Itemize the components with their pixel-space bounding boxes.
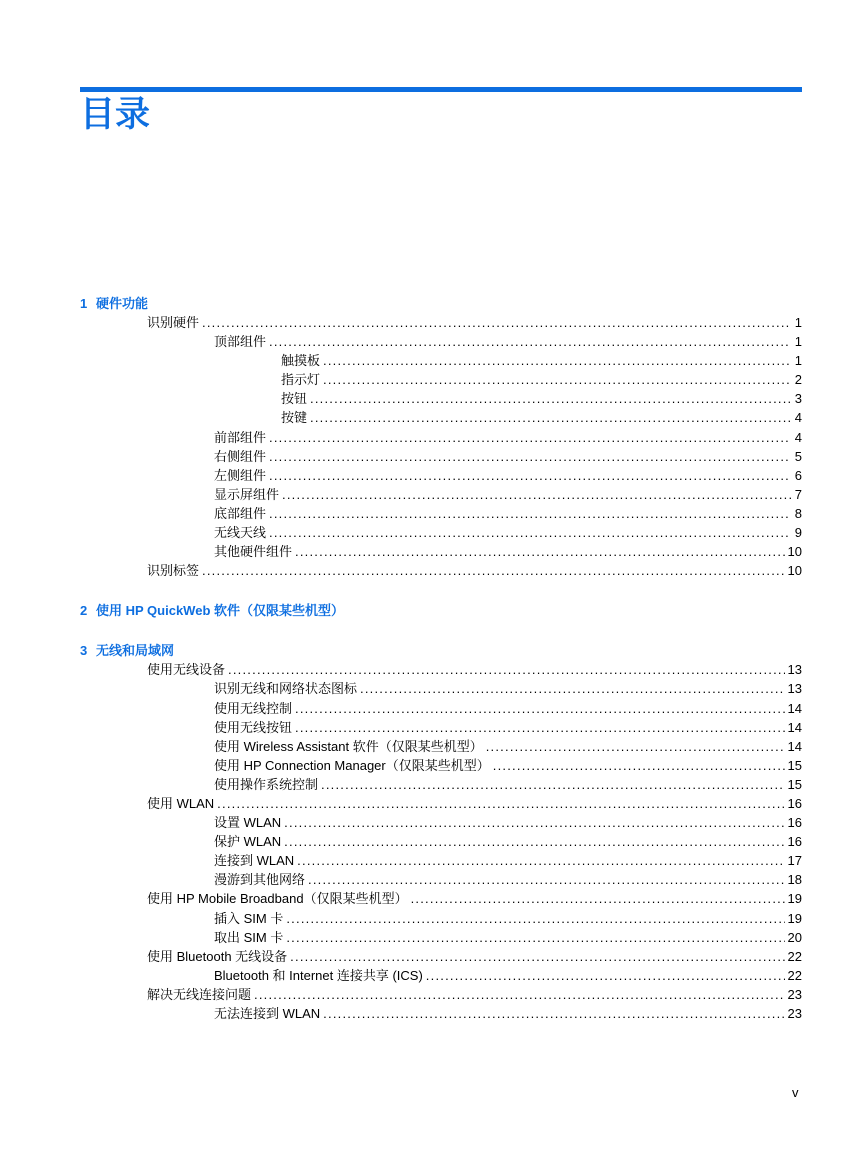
dot-leader [493, 756, 785, 775]
toc-entry[interactable] [80, 1004, 802, 1023]
toc-entry-label: 右侧组件 [214, 448, 267, 464]
chapter-number: 1 [80, 296, 88, 311]
toc-entry-label: 解决无线连接问题 [147, 986, 252, 1002]
toc-entry-page: 22 [787, 948, 802, 964]
toc-entry[interactable] [80, 870, 802, 889]
toc-entry-page: 15 [787, 757, 802, 773]
dot-leader [202, 313, 791, 332]
chapter-title: 无线和局域网 [96, 643, 175, 659]
toc-entry-label: 使用无线控制 [214, 700, 293, 716]
chapter-title: 硬件功能 [96, 296, 149, 311]
toc-entry-page: 8 [794, 505, 802, 521]
toc-entry-page: 10 [787, 544, 802, 560]
toc-entry[interactable] [80, 313, 802, 332]
dot-leader [269, 332, 791, 351]
dot-leader [228, 660, 785, 679]
toc-entry-page: 15 [787, 776, 802, 792]
toc-entry[interactable] [80, 737, 802, 756]
toc-entry[interactable] [80, 794, 802, 813]
toc-entry[interactable] [80, 966, 802, 985]
dot-leader [254, 985, 785, 1004]
toc-entry[interactable] [80, 889, 802, 908]
dot-leader [411, 889, 785, 908]
toc-entry-label: 顶部组件 [214, 334, 267, 350]
dot-leader [323, 1004, 784, 1023]
toc-entry-page: 22 [787, 967, 802, 983]
toc-entry-label: 无线天线 [214, 525, 267, 541]
dot-leader [321, 775, 785, 794]
dot-leader [426, 966, 785, 985]
dot-leader [269, 504, 791, 523]
toc-entry-page: 9 [794, 525, 802, 541]
toc-entry-label: 左侧组件 [214, 467, 267, 483]
dot-leader [284, 832, 784, 851]
toc-entry[interactable] [80, 466, 802, 485]
toc-entry[interactable] [80, 813, 802, 832]
toc-entry-label: 无法连接到 WLAN [214, 1006, 321, 1021]
toc-entry-label: 设置 WLAN [214, 815, 282, 831]
toc-entry-page: 7 [794, 486, 802, 502]
toc-entry-label: 识别标签 [147, 563, 200, 579]
toc-entry[interactable] [80, 679, 802, 698]
toc-entry-page: 1 [794, 315, 802, 330]
toc-entry-page: 4 [794, 410, 802, 426]
toc-entry-label: 识别无线和网络状态图标 [214, 681, 358, 697]
chapter-heading[interactable] [80, 601, 802, 620]
toc-entry[interactable] [80, 485, 802, 504]
toc-entry-page: 19 [787, 910, 802, 926]
toc-entry[interactable] [80, 428, 802, 447]
toc-entry[interactable] [80, 756, 802, 775]
toc-entry[interactable] [80, 523, 802, 542]
dot-leader [282, 485, 791, 504]
toc-entry[interactable] [80, 832, 802, 851]
dot-leader [310, 408, 791, 427]
chapter-number: 3 [80, 643, 88, 659]
toc-entry-label: 使用 HP Mobile Broadband（仅限某些机型） [147, 891, 408, 907]
dot-leader [308, 870, 785, 889]
footer-page-number: v [792, 1085, 799, 1100]
toc-entry[interactable] [80, 408, 802, 427]
toc-entry-page: 18 [787, 872, 802, 888]
toc-entry-label: 前部组件 [214, 429, 267, 445]
dot-leader [269, 466, 791, 485]
toc-entry[interactable] [80, 699, 802, 718]
toc-entry-label: 显示屏组件 [214, 486, 280, 502]
toc-entry-label: 指示灯 [281, 372, 321, 388]
toc-entry-label: 使用 Wireless Assistant 软件（仅限某些机型） [214, 738, 483, 754]
header-rule [80, 87, 802, 92]
chapter-heading[interactable] [80, 294, 802, 313]
toc-entry-page: 20 [787, 929, 802, 945]
toc-entry-page: 19 [787, 891, 802, 907]
toc-entry[interactable] [80, 389, 802, 408]
toc-entry[interactable] [80, 370, 802, 389]
toc-entry[interactable] [80, 660, 802, 679]
toc-entry-page: 16 [787, 795, 802, 811]
dot-leader [310, 389, 791, 408]
toc-entry-label: 使用 Bluetooth 无线设备 [147, 948, 288, 964]
toc-entry-page: 3 [794, 391, 802, 407]
dot-leader [295, 542, 785, 561]
toc-entry-page: 23 [787, 1006, 802, 1021]
toc-entry-page: 23 [787, 986, 802, 1002]
toc-entry[interactable] [80, 775, 802, 794]
toc-entry-page: 5 [794, 448, 802, 464]
dot-leader [323, 351, 791, 370]
dot-leader [486, 737, 785, 756]
toc-entry-page: 14 [787, 738, 802, 754]
chapter-number: 2 [80, 603, 88, 619]
dot-leader [360, 679, 785, 698]
dot-leader [286, 909, 784, 928]
toc-entry-page: 1 [794, 334, 802, 350]
toc-entry-page: 10 [787, 563, 802, 579]
toc-entry-label: 使用操作系统控制 [214, 776, 319, 792]
dot-leader [323, 370, 791, 389]
toc-entry[interactable] [80, 909, 802, 928]
page-title: 目录 [80, 95, 151, 134]
chapter-heading[interactable] [80, 641, 802, 660]
dot-leader [286, 928, 784, 947]
toc-entry[interactable] [80, 351, 802, 370]
toc-entry-label: 其他硬件组件 [214, 544, 293, 560]
dot-leader [269, 428, 791, 447]
toc-entry-label: 触摸板 [281, 353, 321, 369]
toc-entry-label: 按钮 [281, 391, 308, 407]
toc-entry[interactable] [80, 947, 802, 966]
toc-entry[interactable] [80, 542, 802, 561]
toc-entry[interactable] [80, 985, 802, 1004]
dot-leader [295, 718, 785, 737]
toc-entry-page: 1 [794, 353, 802, 369]
toc-entry-label: 连接到 WLAN [214, 853, 295, 869]
toc-entry-label: 识别硬件 [147, 315, 200, 330]
toc-entry-label: Bluetooth 和 Internet 连接共享 (ICS) [214, 967, 423, 983]
toc-entry[interactable] [80, 504, 802, 523]
dot-leader [290, 947, 784, 966]
toc-entry-page: 16 [787, 815, 802, 831]
dot-leader [295, 699, 785, 718]
toc-entry-page: 13 [787, 681, 802, 697]
toc-entry-page: 13 [787, 662, 802, 678]
toc-entry-label: 按键 [281, 410, 308, 426]
dot-leader [202, 561, 785, 580]
toc-entry-label: 插入 SIM 卡 [214, 910, 284, 926]
toc-entry-label: 使用无线设备 [147, 662, 226, 678]
toc-entry-page: 2 [794, 372, 802, 388]
toc-entry-label: 底部组件 [214, 505, 267, 521]
toc-entry[interactable] [80, 561, 802, 580]
toc-entry-page: 17 [787, 853, 802, 869]
dot-leader [269, 447, 791, 466]
toc-entry-label: 漫游到其他网络 [214, 872, 306, 888]
toc-entry[interactable] [80, 332, 802, 351]
chapter-title: 使用 HP QuickWeb 软件（仅限某些机型） [96, 603, 344, 619]
toc-entry-page: 6 [794, 467, 802, 483]
dot-leader [284, 813, 784, 832]
toc-entry-label: 使用无线按钮 [214, 719, 293, 735]
dot-leader [269, 523, 791, 542]
toc-entry[interactable] [80, 928, 802, 947]
toc-entry-page: 16 [787, 834, 802, 850]
table-of-contents [80, 294, 802, 1023]
toc-entry-label: 使用 HP Connection Manager（仅限某些机型） [214, 757, 490, 773]
dot-leader [217, 794, 784, 813]
toc-entry[interactable] [80, 851, 802, 870]
toc-entry-page: 4 [794, 429, 802, 445]
toc-entry-page: 14 [787, 719, 802, 735]
toc-entry[interactable] [80, 718, 802, 737]
dot-leader [297, 851, 784, 870]
toc-entry-page: 14 [787, 700, 802, 716]
toc-entry[interactable] [80, 447, 802, 466]
toc-entry-label: 使用 WLAN [147, 795, 215, 811]
toc-entry-label: 保护 WLAN [214, 834, 282, 850]
toc-entry-label: 取出 SIM 卡 [214, 929, 284, 945]
